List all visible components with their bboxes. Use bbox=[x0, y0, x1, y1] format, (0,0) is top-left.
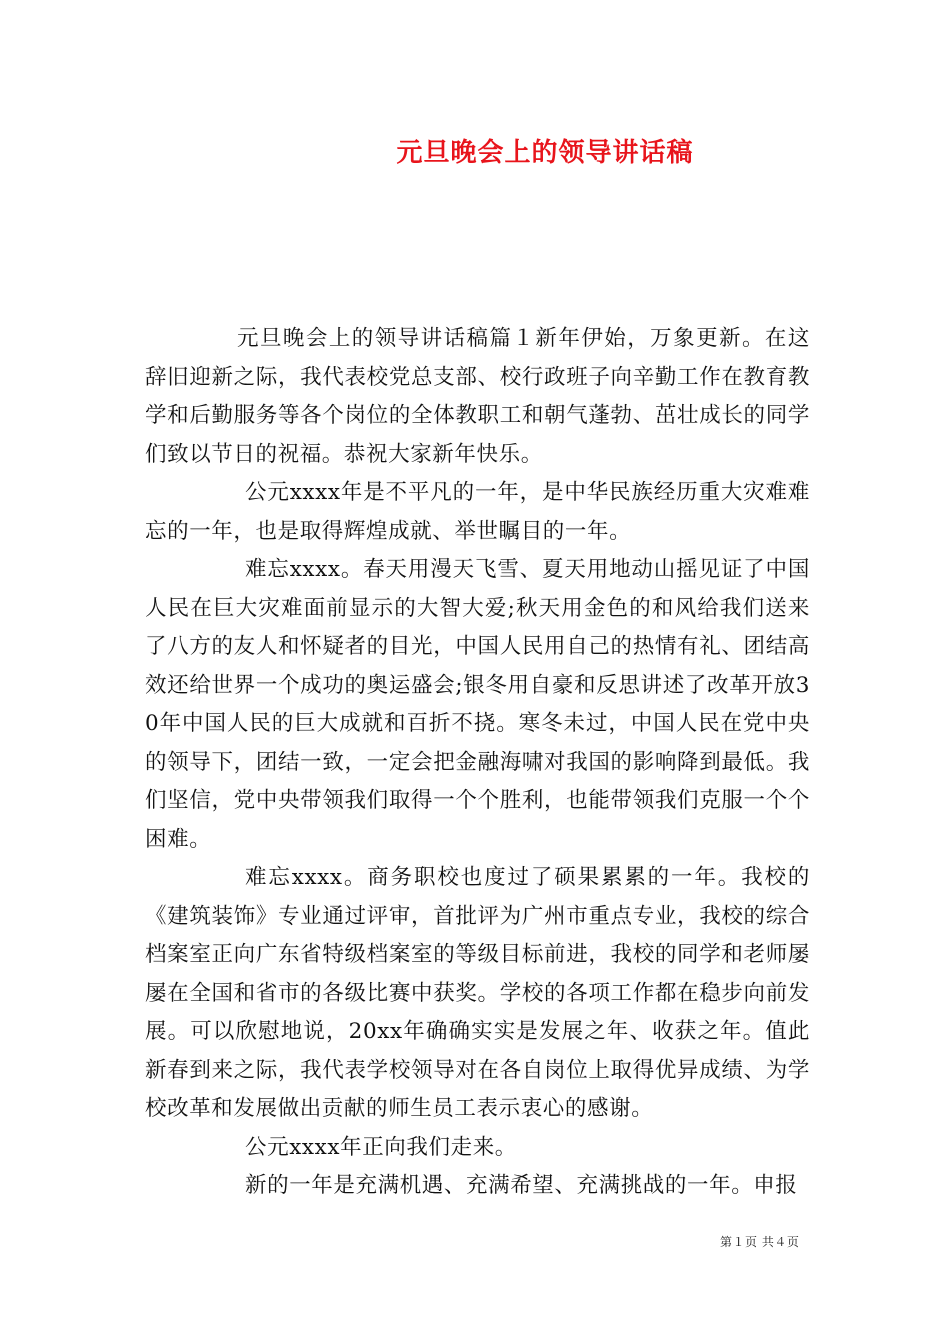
paragraph-new-year-coming: 公元xxxx年正向我们走来。 bbox=[245, 1134, 517, 1160]
paragraph-intro: 元旦晚会上的领导讲话稿篇１新年伊始，万象更新。在这辞旧迎新之际，我代表校党总支部、校行政班子向辛勤工作在教育教学和后勤服务等各个岗位的全体教职工和朝气蓬勃、茁壮成长的同学们致以节日的祝福。恭祝大家新年快乐。 bbox=[145, 326, 810, 467]
paragraph-new-year-outlook: 新的一年是充满机遇、充满希望、充满挑战的一年。申报 bbox=[245, 1173, 798, 1198]
page-number-footer: 第１页 共４页 bbox=[720, 1235, 800, 1249]
document-body bbox=[145, 320, 810, 1206]
paragraph-national-events: 难忘xxxx。春天用漫天飞雪、夏天用地动山摇见证了中国人民在巨大灾难面前显示的大智大爱;秋天用金色的和风给我们送来了八方的友人和怀疑者的目光，中国人民用自己的热情有礼、团结高效还给世界一个成功的奥运盛会;银冬用自豪和反思讲述了改革开放30年中国人民的巨大成就和百折不挠。寒冬未过，中国人民在党中央的领导下，团结一致，一定会把金融海啸对我国的影响降到最低。我们坚信，党中央带领我们取得一个个胜利，也能带领我们克服一个个困难。 bbox=[145, 557, 810, 852]
paragraph-year-review: 公元xxxx年是不平凡的一年，是中华民族经历重大灾难难忘的一年，也是取得辉煌成就、举世瞩目的一年。 bbox=[145, 480, 810, 544]
paragraph-school-achievements: 难忘xxxx。商务职校也度过了硕果累累的一年。我校的《建筑装饰》专业通过评审，首批评为广州市重点专业，我校的综合档案室正向广东省特级档案室的等级目标前进，我校的同学和老师屡屡在全国和省市的各级比赛中获奖。学校的各项工作都在稳步向前发展。可以欣慰地说，20xx年确确实实是发展之年、收获之年。值此新春到来之际，我代表学校领导对在各自岗位上取得优异成绩、为学校改革和发展做出贡献的师生员工表示衷心的感谢。 bbox=[145, 865, 810, 1121]
document-title: 元旦晚会上的领导讲话稿 bbox=[396, 138, 694, 168]
